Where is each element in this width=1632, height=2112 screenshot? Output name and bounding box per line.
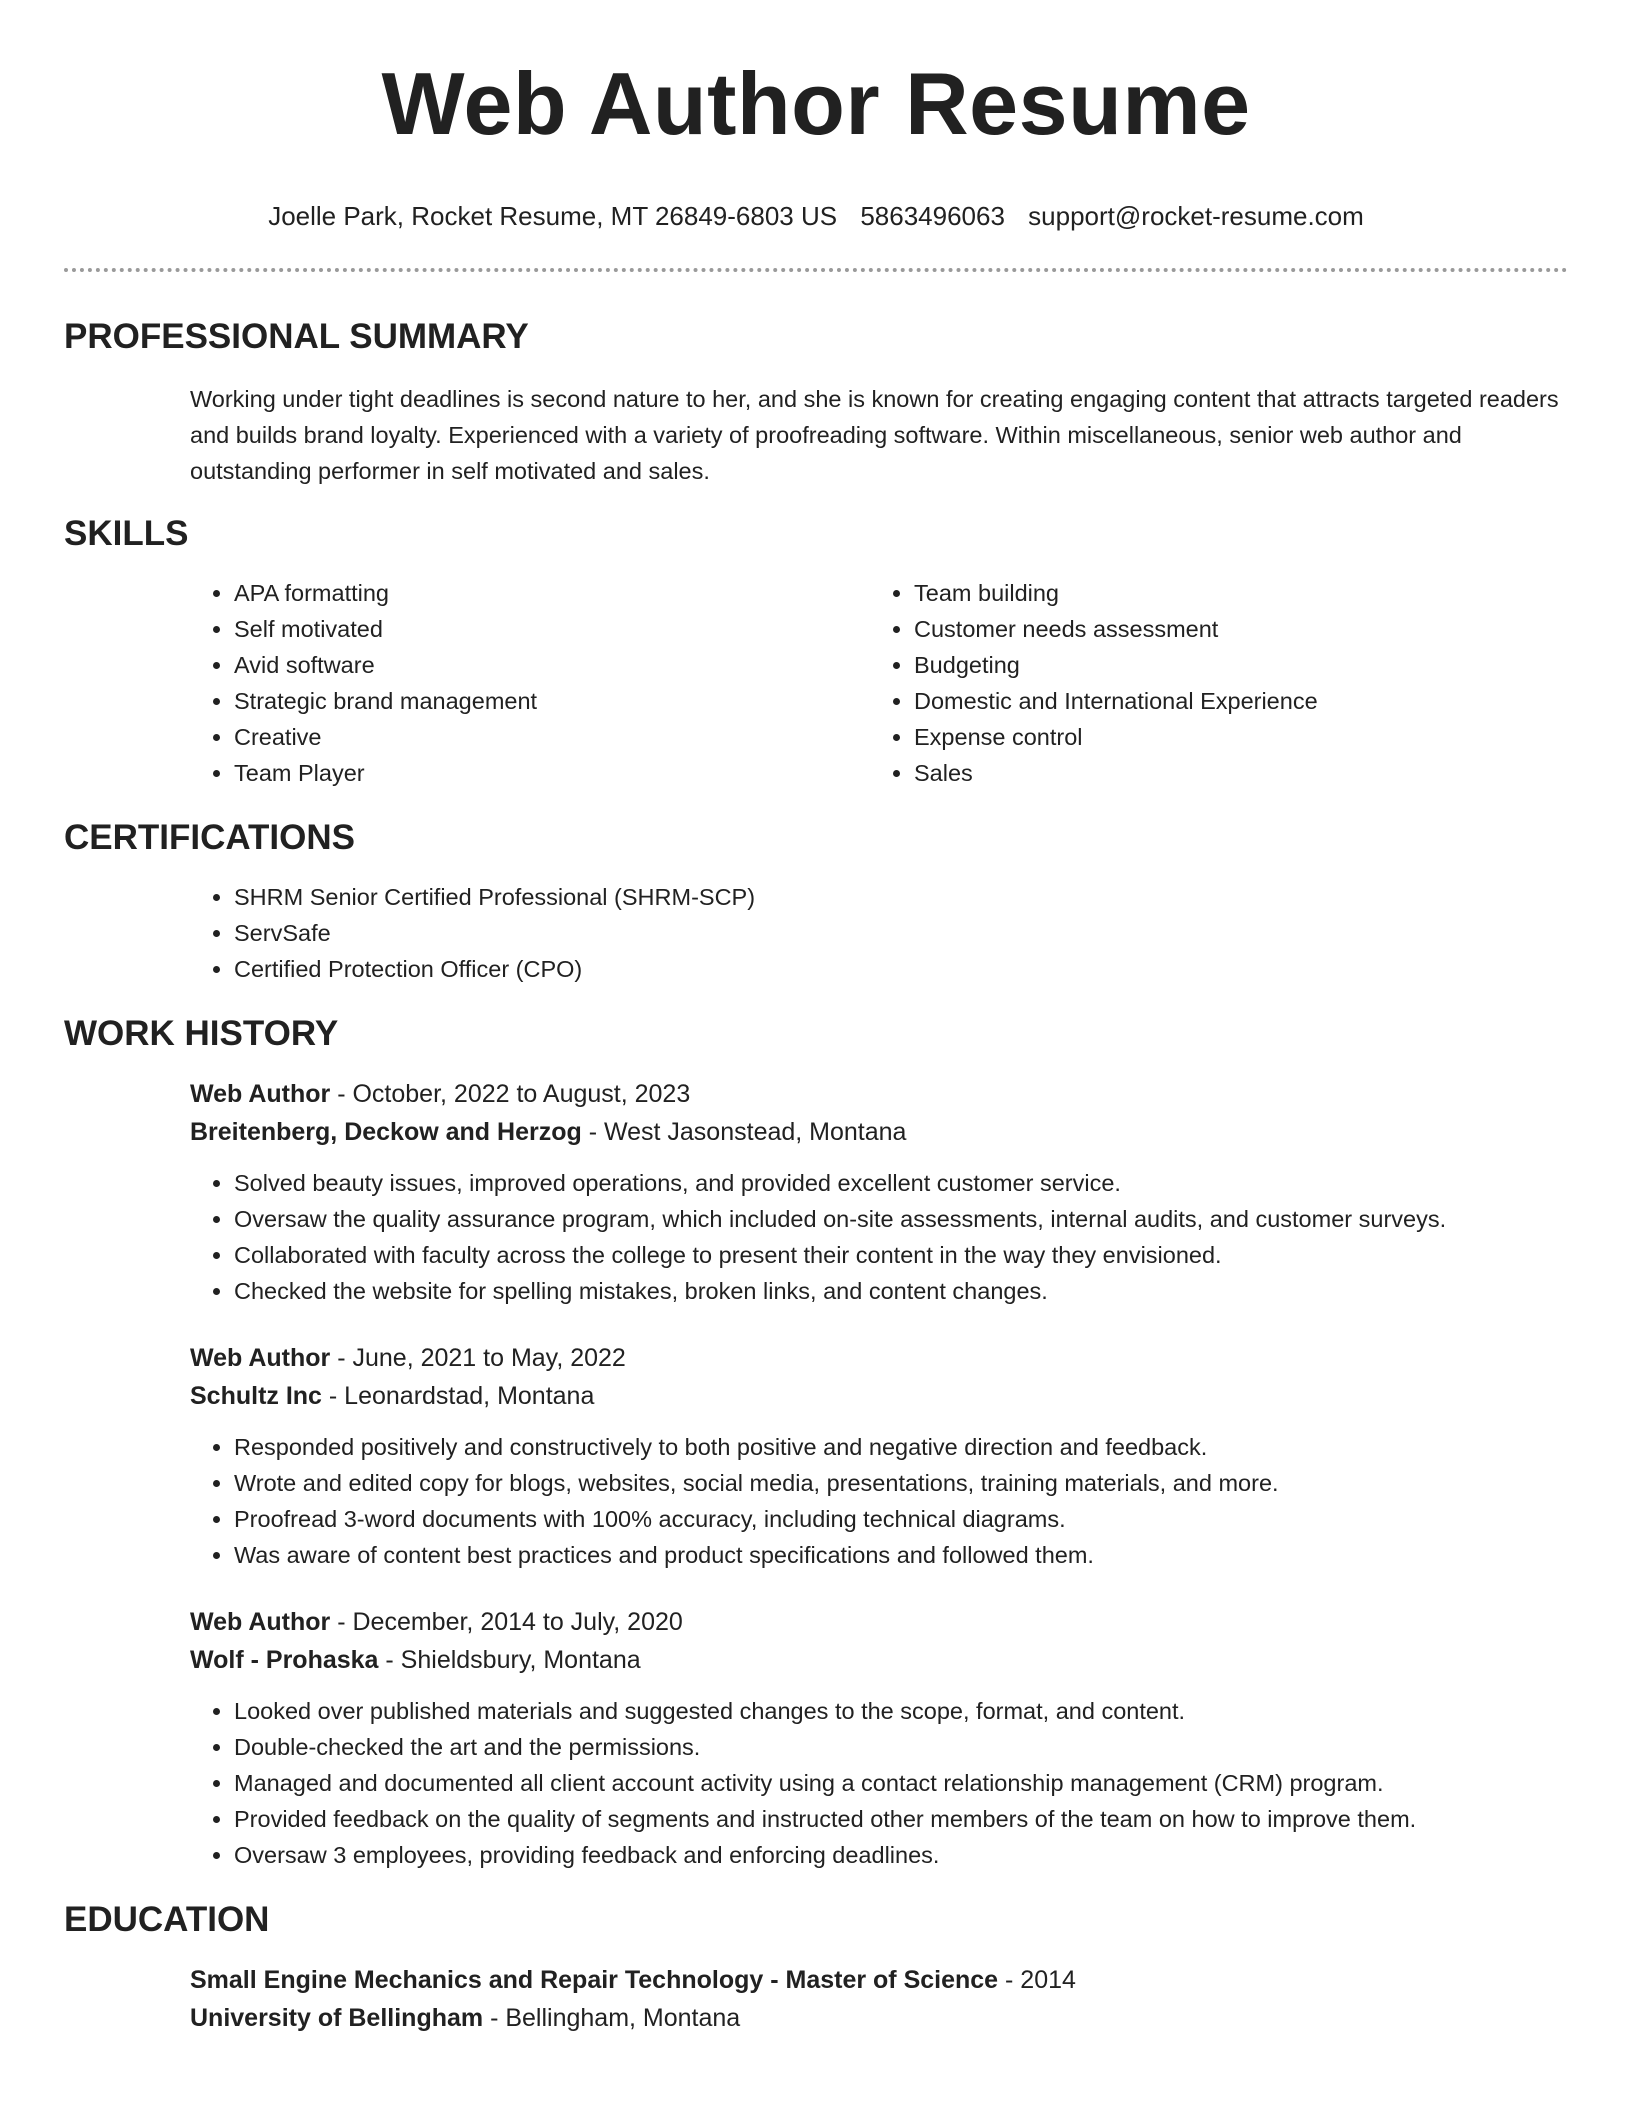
job-dates: - December, 2014 to July, 2020 bbox=[330, 1608, 683, 1636]
education-location: - Bellingham, Montana bbox=[483, 2004, 741, 2032]
education-entry bbox=[64, 1961, 1568, 2037]
skills-heading: SKILLS bbox=[64, 514, 189, 553]
job-bullet: • Was aware of content best practices and product specifications and followed them. bbox=[234, 1537, 1568, 1573]
job-company: Wolf - Prohaska bbox=[190, 1646, 379, 1674]
skill-item: • Expense control bbox=[914, 719, 1568, 755]
job-dates: - October, 2022 to August, 2023 bbox=[330, 1080, 691, 1108]
page-title: Web Author Resume bbox=[381, 54, 1251, 153]
job-entry bbox=[64, 1603, 1568, 1873]
job-company-line bbox=[190, 1113, 1568, 1151]
education-degree: Small Engine Mechanics and Repair Technology - Master of Science bbox=[190, 1966, 999, 1994]
job-bullet: • Oversaw the quality assurance program, which included on-site assessments, internal audits, and customer surveys. bbox=[234, 1201, 1568, 1237]
work-history-heading: WORK HISTORY bbox=[64, 1014, 339, 1053]
contact-address: Joelle Park, Rocket Resume, MT 26849-6803 US bbox=[268, 201, 838, 231]
skills-list bbox=[64, 575, 1568, 791]
job-company: Breitenberg, Deckow and Herzog bbox=[190, 1118, 582, 1146]
skill-item: • Avid software bbox=[234, 647, 870, 683]
skill-item: • Customer needs assessment bbox=[914, 611, 1568, 647]
contact-line bbox=[64, 200, 1568, 232]
contact-phone: 5863496063 bbox=[860, 201, 1005, 231]
job-location: - West Jasonstead, Montana bbox=[581, 1118, 907, 1146]
education-heading: EDUCATION bbox=[64, 1900, 270, 1939]
contact-email: support@rocket-resume.com bbox=[1028, 201, 1364, 231]
skill-item: • Creative bbox=[234, 719, 870, 755]
skill-item: • Budgeting bbox=[914, 647, 1568, 683]
skill-item: • Team Player bbox=[234, 755, 870, 791]
skill-item: • Sales bbox=[914, 755, 1568, 791]
summary-text: Working under tight deadlines is second nature to her, and she is known for creating engaging content that attracts targeted readers and builds brand loyalty. Experienced with a variety of proofreading software. Within miscellaneous, senior web author and outstanding performer in self motivated and sales. bbox=[190, 386, 1559, 484]
job-bullet: • Oversaw 3 employees, providing feedback and enforcing deadlines. bbox=[234, 1837, 1568, 1873]
education-degree-line bbox=[190, 1961, 1568, 1999]
education-year: - 2014 bbox=[998, 1966, 1076, 1994]
skills-column-right bbox=[870, 575, 1568, 791]
education-school-line bbox=[190, 1999, 1568, 2037]
job-company-line bbox=[190, 1377, 1568, 1415]
certification-item: • ServSafe bbox=[234, 915, 1568, 951]
summary-heading: PROFESSIONAL SUMMARY bbox=[64, 317, 529, 356]
job-bullet: • Double-checked the art and the permissions. bbox=[234, 1729, 1568, 1765]
certifications-heading: CERTIFICATIONS bbox=[64, 818, 356, 857]
job-bullets bbox=[190, 1429, 1568, 1573]
skill-item: • Strategic brand management bbox=[234, 683, 870, 719]
job-title: Web Author bbox=[190, 1608, 331, 1636]
job-bullet: • Looked over published materials and suggested changes to the scope, format, and content. bbox=[234, 1693, 1568, 1729]
skill-item: • APA formatting bbox=[234, 575, 870, 611]
certifications-section bbox=[64, 879, 1568, 987]
job-location: - Shieldsbury, Montana bbox=[378, 1646, 641, 1674]
summary-section bbox=[64, 381, 1568, 489]
job-bullets bbox=[190, 1693, 1568, 1873]
skill-item: • Self motivated bbox=[234, 611, 870, 647]
job-entry bbox=[64, 1075, 1568, 1309]
skill-item: • Domestic and International Experience bbox=[914, 683, 1568, 719]
job-bullet: • Managed and documented all client account activity using a contact relationship management (CRM) program. bbox=[234, 1765, 1568, 1801]
skills-column-left bbox=[190, 575, 870, 791]
job-bullet: • Checked the website for spelling mistakes, broken links, and content changes. bbox=[234, 1273, 1568, 1309]
job-bullet: • Responded positively and constructively to both positive and negative direction and feedback. bbox=[234, 1429, 1568, 1465]
job-entry bbox=[64, 1339, 1568, 1573]
job-title: Web Author bbox=[190, 1080, 331, 1108]
job-bullet: • Solved beauty issues, improved operations, and provided excellent customer service. bbox=[234, 1165, 1568, 1201]
job-bullet: • Proofread 3-word documents with 100% accuracy, including technical diagrams. bbox=[234, 1501, 1568, 1537]
header-divider bbox=[64, 268, 1568, 272]
certification-item: • SHRM Senior Certified Professional (SHRM-SCP) bbox=[234, 879, 1568, 915]
job-title-line bbox=[190, 1339, 1568, 1377]
job-title-line bbox=[190, 1075, 1568, 1113]
job-bullet: • Collaborated with faculty across the college to present their content in the way they envisioned. bbox=[234, 1237, 1568, 1273]
education-school: University of Bellingham bbox=[190, 2004, 484, 2032]
job-bullets bbox=[190, 1165, 1568, 1309]
job-title: Web Author bbox=[190, 1344, 331, 1372]
job-bullet: • Wrote and edited copy for blogs, websites, social media, presentations, training materials, and more. bbox=[234, 1465, 1568, 1501]
job-company: Schultz Inc bbox=[190, 1382, 322, 1410]
certifications-list bbox=[190, 879, 1568, 987]
skill-item: • Team building bbox=[914, 575, 1568, 611]
certification-item: • Certified Protection Officer (CPO) bbox=[234, 951, 1568, 987]
job-company-line bbox=[190, 1641, 1568, 1679]
job-title-line bbox=[190, 1603, 1568, 1641]
job-bullet: • Provided feedback on the quality of segments and instructed other members of the team on how to improve them. bbox=[234, 1801, 1568, 1837]
job-location: - Leonardstad, Montana bbox=[321, 1382, 595, 1410]
job-dates: - June, 2021 to May, 2022 bbox=[330, 1344, 626, 1372]
